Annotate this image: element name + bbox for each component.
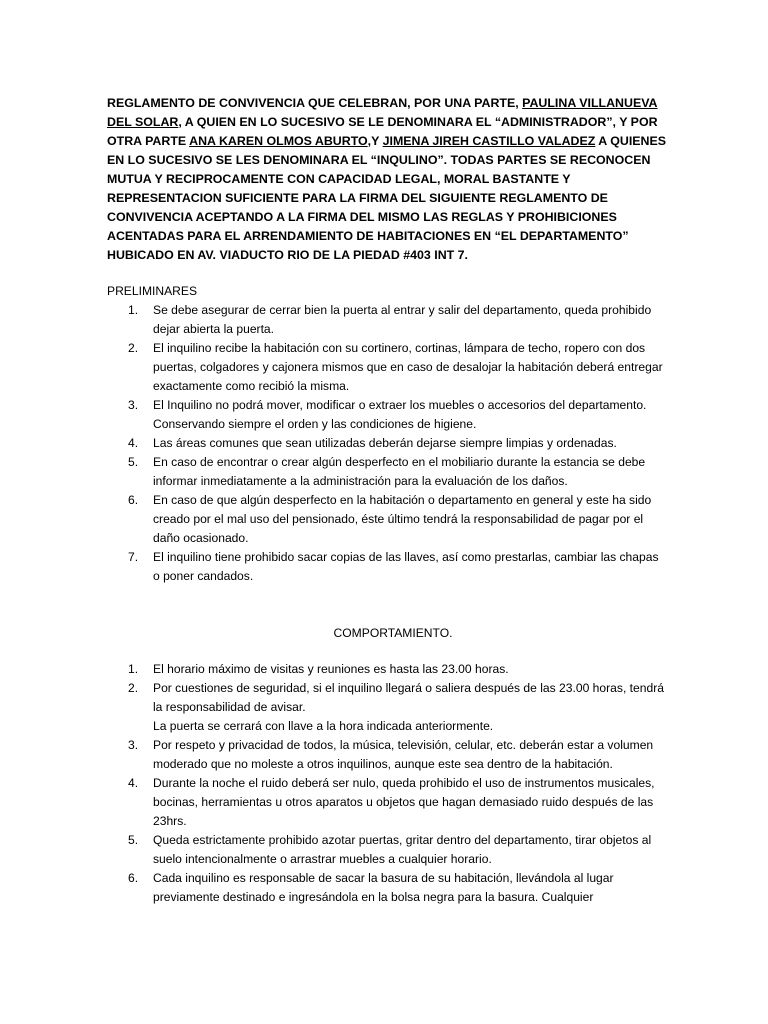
item-number: 1. — [128, 303, 139, 317]
intro-text-1: REGLAMENTO DE CONVIVENCIA QUE CELEBRAN, POR UNA PARTE, — [107, 96, 523, 110]
intro-text-4: A QUIENES EN LO SUCESIVO SE LES DENOMINARA EL “INQULINO”. TODAS PARTES SE RECONOCEN MUTUA Y RECIPROCAMENTE CON CAPACIDAD LEGAL, MORAL BASTANTE Y REPRESENTACION SUFICIENTE PARA LA FIRMA DEL SIGUIENTE REGLAMENTO DE CONVIVENCIA ACEPTANDO A LA FIRMA DEL MISMO LAS REGLAS Y PROHIBICIONES ACENTADAS PARA EL ARRENDAMIENTO DE HABITACIONES EN “EL DEPARTAMENTO” HUBICADO EN AV. VIADUCTO RIO DE LA PIEDAD #403 INT 7. — [107, 134, 667, 262]
list-item — [107, 736, 667, 774]
item-text: Se debe asegurar de cerrar bien la puerta al entrar y salir del departamento, queda prohibido dejar abierta la puerta. — [153, 303, 652, 336]
list-item — [107, 434, 667, 453]
item-number: 5. — [128, 833, 139, 847]
item-number: 5. — [128, 455, 139, 469]
comportamiento-heading: COMPORTAMIENTO. — [333, 626, 453, 640]
item-text: En caso de encontrar o crear algún desperfecto en el mobiliario durante la estancia se debe informar inmediatamente a la administración para la evaluación de los daños. — [153, 455, 646, 488]
item-extra-text: La puerta se cerrará con llave a la hora indicada anteriormente. — [153, 719, 494, 733]
item-text: Por cuestiones de seguridad, si el inquilino llegará o saliera después de las 23.00 horas, tendrá la responsabilidad de avisar. — [153, 681, 664, 714]
list-item — [107, 396, 667, 434]
item-text: El Inquilino no podrá mover, modificar o extraer los muebles o accesorios del departamento. Conservando siempre el orden y las condiciones de higiene. — [153, 398, 647, 431]
list-item — [107, 339, 667, 396]
item-text: El inquilino recibe la habitación con su cortinero, cortinas, lámpara de techo, ropero con dos puertas, colgadores y cajonera mismos que en caso de desalojar la habitación deberá entregar exactamente como recibió la misma. — [153, 341, 663, 393]
list-item — [107, 548, 667, 586]
list-item — [107, 831, 667, 869]
item-number: 7. — [128, 550, 139, 564]
list-item — [107, 869, 667, 907]
list-item — [107, 491, 667, 548]
document-body — [107, 94, 667, 907]
list-item — [107, 679, 667, 736]
item-number: 1. — [128, 662, 139, 676]
item-text: Cada inquilino es responsable de sacar la basura de su habitación, llevándola al lugar previamente destinado e ingresándola en la bolsa negra para la basura. Cualquier — [153, 871, 614, 904]
list-item — [107, 301, 667, 339]
item-text: Las áreas comunes que sean utilizadas deberán dejarse siempre limpias y ordenadas. — [153, 436, 617, 450]
item-text: El inquilino tiene prohibido sacar copias de las llaves, así como prestarlas, cambiar las chapas o poner candados. — [153, 550, 659, 583]
item-number: 3. — [128, 738, 139, 752]
item-text: Queda estrictamente prohibido azotar puertas, gritar dentro del departamento, tirar objetos al suelo intencionalmente o arrastrar muebles a cualquier horario. — [153, 833, 652, 866]
list-item — [107, 660, 667, 679]
item-number: 4. — [128, 436, 139, 450]
list-item — [107, 453, 667, 491]
item-text: Durante la noche el ruido deberá ser nulo, queda prohibido el uso de instrumentos musicales, bocinas, herramientas u otros aparatos u objetos que hagan demasiado ruido después de las 23hrs. — [153, 776, 655, 828]
item-number: 3. — [128, 398, 139, 412]
item-text: El horario máximo de visitas y reuniones es hasta las 23.00 horas. — [153, 662, 509, 676]
list-item — [107, 774, 667, 831]
item-number: 6. — [128, 493, 139, 507]
item-number: 2. — [128, 681, 139, 695]
item-number: 6. — [128, 871, 139, 885]
intro-text-2: , A QUIEN EN LO SUCESIVO SE LE DENOMINARA EL “ADMINISTRADOR”, Y POR OTRA PARTE — [107, 115, 658, 148]
administrator-name: PAULINA VILLANUEVA DEL SOLAR — [107, 96, 658, 129]
preliminares-heading: PRELIMINARES — [107, 284, 198, 298]
item-text: Por respeto y privacidad de todos, la música, televisión, celular, etc. deberán estar a volumen moderado que no moleste a otros inquilinos, aunque este sea dentro de la habitación. — [153, 738, 654, 771]
tenant-name-2: JIMENA JIREH CASTILLO VALADEZ — [382, 134, 596, 148]
preliminares-list — [107, 301, 667, 586]
item-number: 2. — [128, 341, 139, 355]
tenant-name-1: ANA KAREN OLMOS ABURTO — [189, 134, 368, 148]
item-number: 4. — [128, 776, 139, 790]
comportamiento-list — [107, 660, 667, 907]
item-text: En caso de que algún desperfecto en la habitación o departamento en general y este ha sido creado por el mal uso del pensionado, éste último tendrá la responsabilidad de pagar por el daño ocasionado. — [153, 493, 652, 545]
intro-paragraph — [107, 94, 667, 265]
intro-text-3: ,Y — [367, 134, 383, 148]
